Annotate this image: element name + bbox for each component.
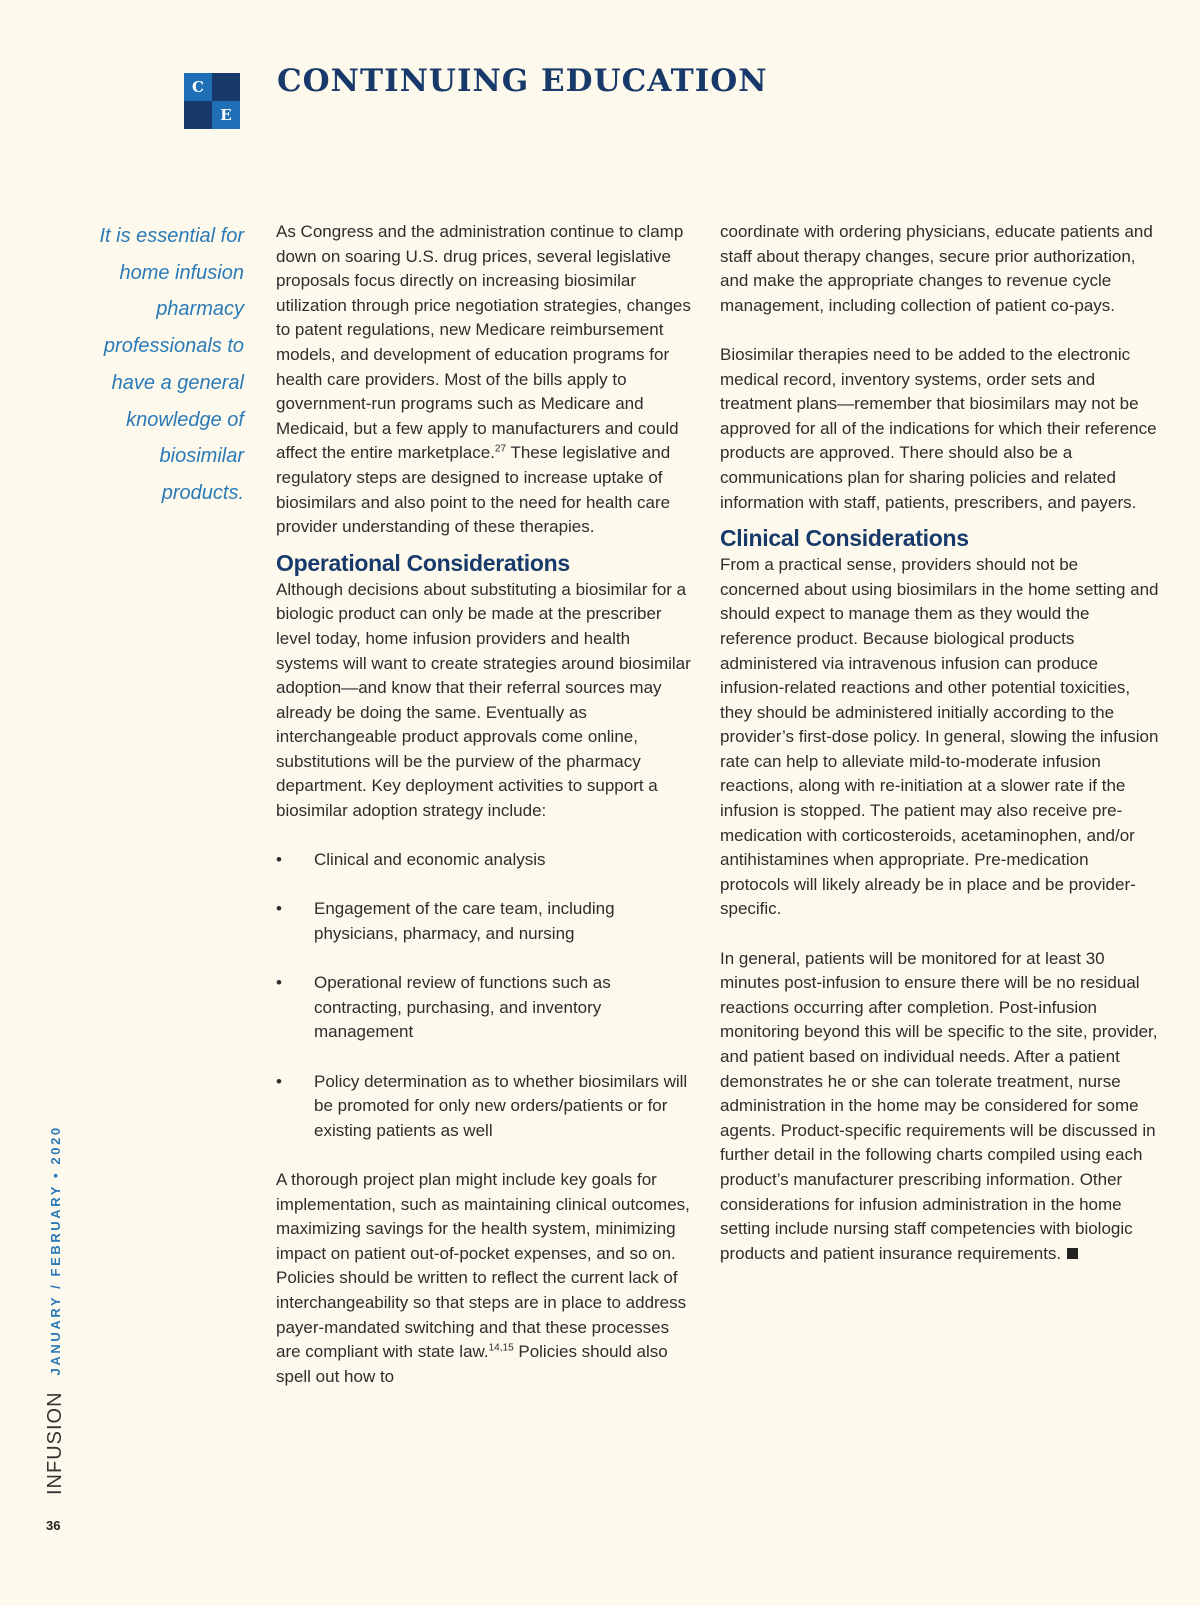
project-plan-paragraph: A thorough project plan might include key goals for implementation, such as maintaining clinical outcomes, maximizing savings for the health system, minimizing impact on patient out-of-pocket expenses, and so on. Policies should be written to reflect the current lack of interchangeability so that steps are in place to address payer-mandated switching and that these processes are compliant with state law.$^{14,15}$ Policies should also spell out how to — [276, 1169, 690, 1386]
article-column-right — [720, 220, 1160, 1266]
magazine-sidebar — [44, 1125, 67, 1495]
issue-date: JANUARY / FEBRUARY • 2020 — [48, 1125, 63, 1376]
end-mark-icon — [1067, 1248, 1078, 1259]
monitoring-paragraph: In general, patients will be monitored for at least 30 minutes post-infusion to ensure there will be no residual reactions occurring after completion. Post-infusion monitoring beyond this will be specific to the site, provider, and patient based on individual needs. After a patient demonstrates he or she can tolerate treatment, nurse administration in the home may be considered for some agents. Product-specific requirements will be discussed in further detail in the following charts compiled using each product’s manufacturer prescribing information. Other considerations for infusion administration in the home setting include nursing staff competencies with biologic products and patient insurance requirements. — [720, 948, 1158, 1263]
continued-paragraph: coordinate with ordering physicians, educate patients and staff about therapy changes, secure prior authorization, and make the appropriate changes to revenue cycle management, including collection of patient co-pays. — [720, 222, 1153, 315]
ce-logo — [184, 73, 240, 129]
list-item: • Engagement of the care team, including physicians, pharmacy, and nursing — [276, 899, 615, 944]
citation-ref: 14,15 — [488, 1342, 514, 1354]
citation-ref: 27 — [494, 443, 507, 455]
logo-letter-e: E — [212, 101, 240, 129]
magazine-brand: INFUSION — [44, 1391, 66, 1495]
article-column-left — [276, 220, 696, 1389]
logo-square — [212, 73, 240, 101]
pull-quote: It is essential for home infusion pharmacy professionals to have a general knowledge of biosimilar products. — [99, 225, 244, 504]
section-title: CONTINUING EDUCATION — [277, 63, 768, 99]
logo-square — [184, 101, 212, 129]
emr-paragraph: Biosimilar therapies need to be added to the electronic medical record, inventory systems, order sets and treatment plans—remember that biosimilars may not be approved for all of the indications for which their reference products are approved. There should also be a communications plan for sharing policies and related information with staff, patients, prescribers, and payers. — [720, 344, 1157, 512]
logo-letter-c: C — [184, 73, 212, 101]
operational-paragraph: Although decisions about substituting a biosimilar for a biologic product can only be made at the prescriber level today, home infusion providers and health systems will want to create strategies around biosimilar adoption—and know that their referral sources may already be doing the same. Eventually as interchangeable product approvals come online, substitutions will be the purview of the pharmacy department. Key deployment activities to support a biosimilar adoption strategy include: — [276, 579, 691, 821]
clinical-paragraph: From a practical sense, providers should not be concerned about using biosimilars in the home setting and should expect to manage them as they would the reference product. Because biological products administered via intravenous infusion can produce infusion-related reactions and other potential toxicities, they should be administered initially according to the provider’s first-dose policy. In general, slowing the infusion rate can help to alleviate mild-to-moderate infusion reactions, along with re-initiation at a slower rate if the infusion is stopped. The patient may also receive pre-medication with corticosteroids, acetaminophen, and/or antihistamines when appropriate. Pre-medication protocols will likely already be in place and be provider-specific. — [720, 555, 1159, 919]
list-item: • Operational review of functions such as contracting, purchasing, and inventory management — [276, 973, 611, 1042]
list-item: • Clinical and economic analysis — [276, 850, 546, 870]
operational-considerations-heading: Operational Considerations — [276, 549, 570, 576]
list-item: • Policy determination as to whether biosimilars will be promoted for only new orders/patients or for existing patients as well — [276, 1071, 688, 1140]
intro-paragraph: As Congress and the administration continue to clamp down on soaring U.S. drug prices, several legislative proposals focus directly on increasing biosimilar utilization through price negotiation strategies, changes to patent regulations, new Medicare reimbursement models, and development of education programs for health care providers. Most of the bills apply to government-run programs such as Medicare and Medicaid, but a few apply to manufacturers and could affect the entire marketplace.$^{27}$ These legislative and regulatory steps are designed to increase uptake of biosimilars and also point to the need for health care provider understanding of these therapies. — [276, 222, 691, 537]
deployment-activities-list — [276, 848, 696, 1143]
clinical-considerations-heading: Clinical Considerations — [720, 525, 969, 552]
page-number: 36 — [46, 1518, 61, 1533]
